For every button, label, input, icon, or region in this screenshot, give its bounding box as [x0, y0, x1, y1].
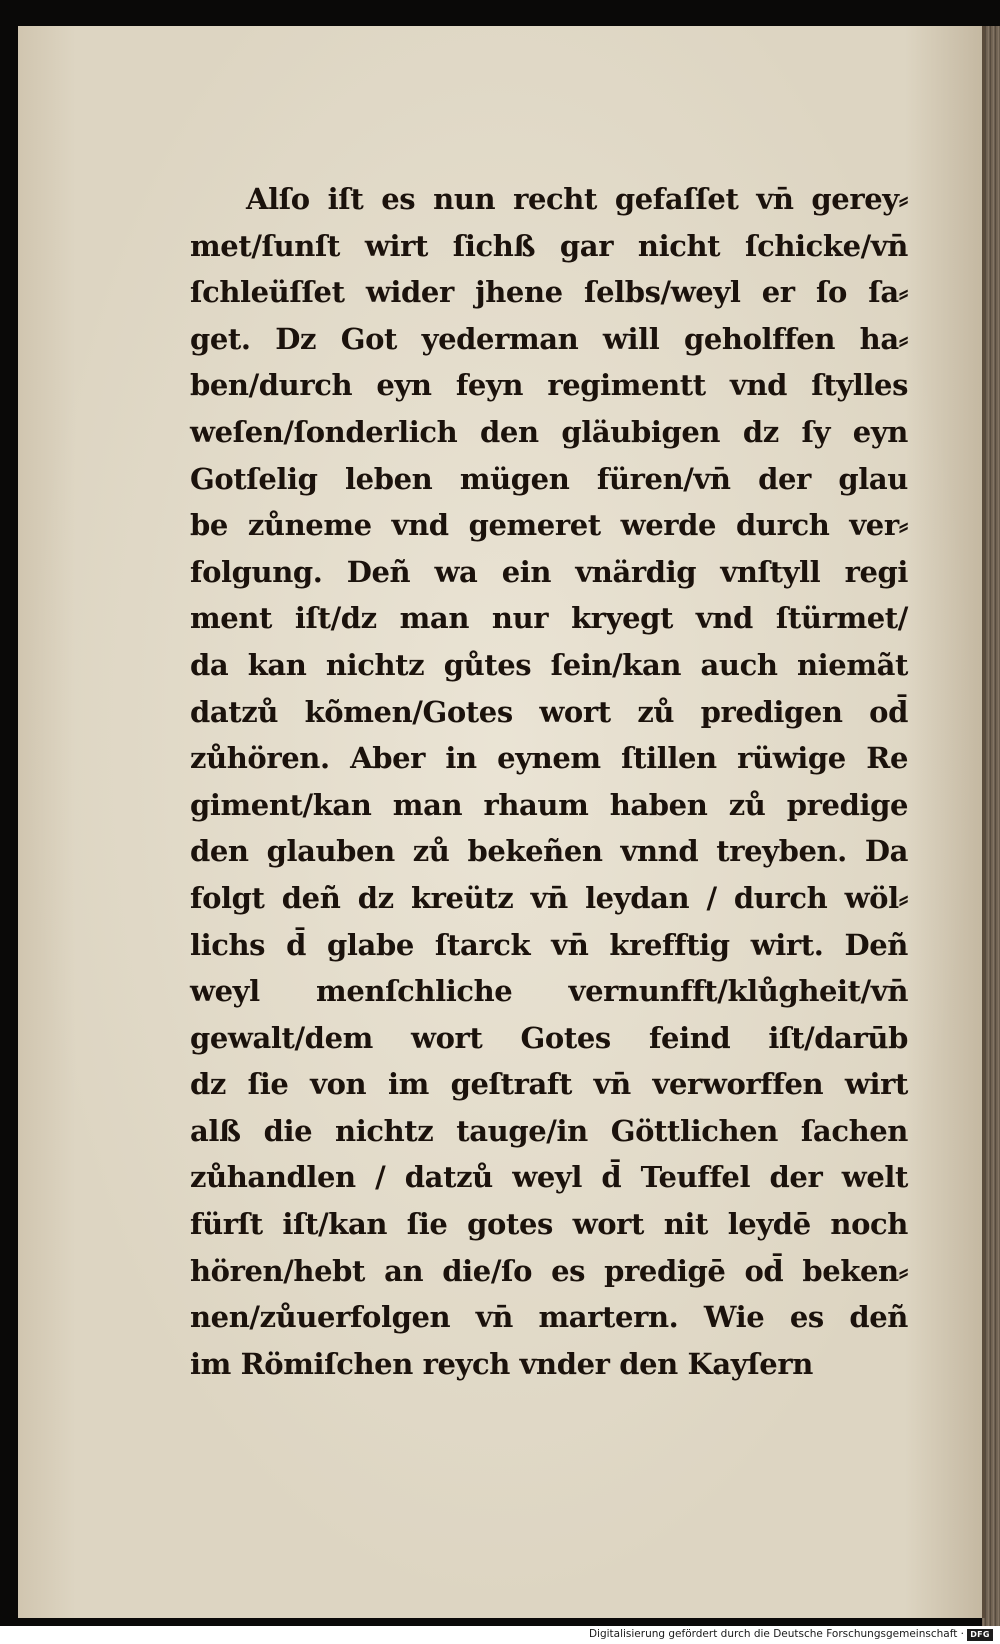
text-line: fürſt iſt/kan ſie gotes wort nit leydē noch	[190, 1207, 908, 1242]
text-line: gewalt/dem wort Gotes feind iſt/darūb	[190, 1020, 908, 1055]
text-line: Gotſelig leben mügen füren/vn̄ der glau	[190, 461, 908, 496]
text-line: datzů kõmen/Gotes wort zů predigen od̄	[190, 694, 908, 729]
text-line: giment/kan man rhaum haben zů predige	[190, 787, 908, 822]
text-line: dz ſie von im geſtraft vn̄ verworffen wirt	[190, 1067, 908, 1102]
text-line: zůhandlen / datzů weyl d̄ Teuffel der welt	[190, 1160, 908, 1195]
text-line: da kan nichtz gůtes ſein/kan auch niemãt	[190, 647, 908, 682]
text-line: ſchleüſſet wider jhene ſelbs/weyl er ſo ſa⸗	[190, 275, 908, 310]
text-line: alß die nichtz tauge/in Göttlichen ſachen	[190, 1113, 908, 1148]
text-line: den glauben zů bekeñen vnnd treyben. Da	[190, 834, 908, 869]
text-line: hören/hebt an die/ſo es predigē od̄ beken⸗	[190, 1253, 908, 1288]
text-line: ben/durch eyn feyn regimentt vnd ſtylles	[190, 368, 908, 403]
text-line: get. Dz Got yederman will geholffen ha⸗	[190, 321, 908, 356]
text-line: be zůneme vnd gemeret werde durch ver⸗	[190, 508, 908, 543]
text-line: weyl menſchliche vernunfft/klůgheit/vn̄	[190, 974, 908, 1009]
text-line: folgt deñ dz kreütz vn̄ leydan / durch wöl⸗	[190, 880, 908, 915]
text-line: lichs d̄ glabe ſtarck vn̄ krefftig wirt. Deñ	[190, 927, 908, 962]
text-line: im Römiſchen reych vnder den Kayſern	[190, 1346, 813, 1381]
text-line: zůhören. Aber in eynem ſtillen rüwige Re	[190, 741, 908, 776]
text-line: ment iſt/dz man nur kryegt vnd ſtürmet/	[190, 601, 908, 636]
text-line: weſen/ſonderlich den gläubigen dz ſy eyn	[190, 414, 908, 449]
text-line: folgung. Deñ wa ein vnärdig vnſtyll regi	[190, 554, 908, 589]
book-page	[18, 26, 985, 1618]
dfg-logo: DFG	[967, 1629, 993, 1641]
text-line: nen/zůuerfolgen vn̄ martern. Wie es deñ	[190, 1300, 908, 1335]
page-text-block	[190, 176, 908, 1387]
text-line: Alſo iſt es nun recht gefaſſet vn̄ gerey⸗	[246, 182, 908, 216]
text-line: met/ſunſt wirt ſichß gar nicht ſchicke/vn̄	[190, 228, 908, 263]
funding-credit: Digitalisierung gefördert durch die Deutsche Forschungsgemeinschaft ·	[588, 1628, 964, 1640]
